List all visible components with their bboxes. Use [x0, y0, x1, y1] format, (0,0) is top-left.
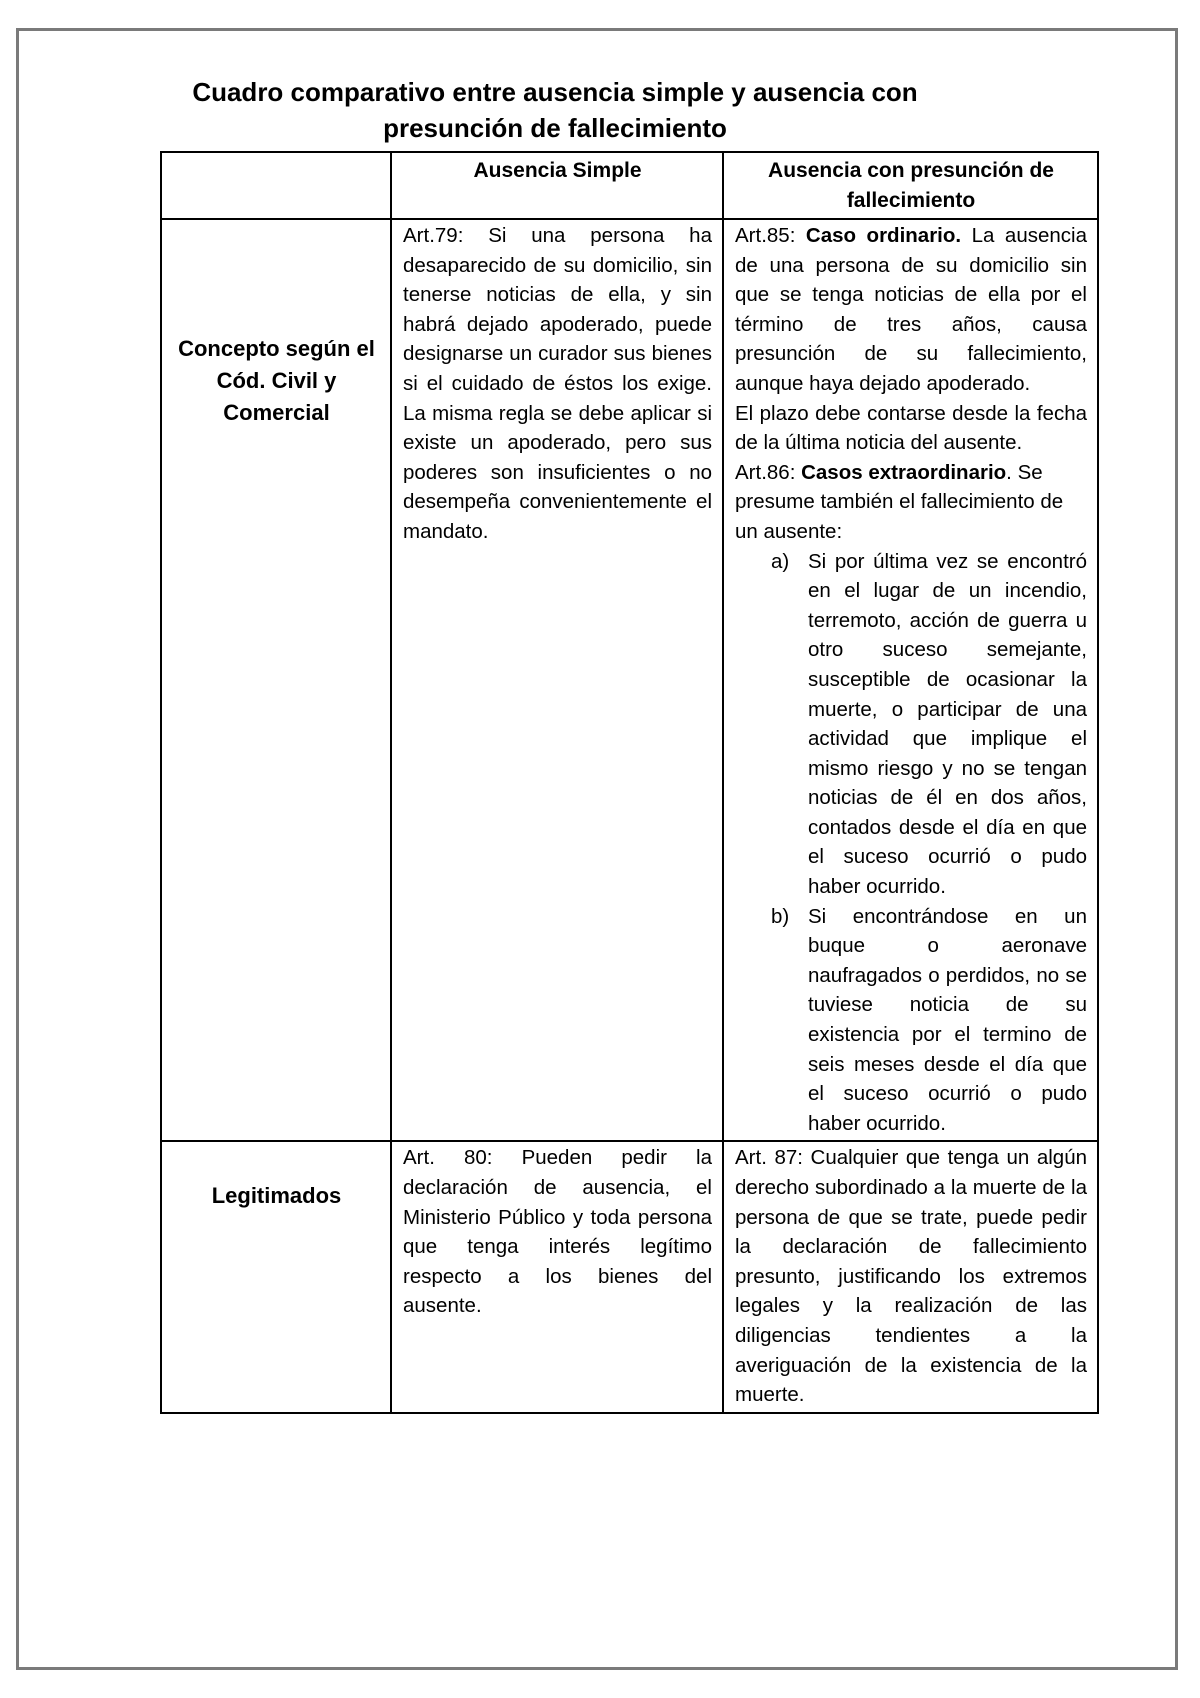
art87-text: Art. 87: Cualquier que tenga un algún derecho subordinado a la muerte de la persona de que se trate, puede pedir la declaración de fallecimiento presunto, justificando los extremos legales y la realización de las diligencias tendientes a la averiguación de la existencia de la muerte.: [735, 1146, 1087, 1407]
header-row: [161, 152, 1098, 219]
art85-text: La ausencia de una persona de su domicilio sin que se tenga noticias de ella por el término de tres años, causa presunción de su fallecimiento, aunque haya dejado apoderado.: [735, 224, 1087, 395]
art86-heading: Casos extraordinario: [801, 460, 1007, 484]
list-marker: b): [771, 904, 790, 928]
table-row-legitimados: [161, 1141, 1098, 1412]
list-item-text: Si por última vez se encontró en el lugar de un incendio, terremoto, acción de guerra u otro suceso semejante, susceptible de ocasionar la muerte, o participar de una actividad que implique el mismo riesgo y no se tengan noticias de él en dos años, contados desde el día en que el suceso ocurrió o pudo haber ocurrido.: [808, 549, 1087, 899]
art85-paragraph: [735, 221, 1087, 399]
art86-list: [735, 547, 1087, 1139]
title-line-2: presunción de fallecimiento: [383, 113, 727, 143]
table-row-concepto: [161, 219, 1098, 1141]
list-item: [771, 902, 1087, 1139]
art79-text: Art.79: Si una persona ha desaparecido de su domicilio, sin tenerse noticias de ella, y sin habrá dejado apoderado, puede designarse un curador sus bienes si el cuidado de éstos los exige. La misma regla se debe aplicar si existe un apoderado, pero sus poderes son insuficientes o no desempeña convenientemente el mandato.: [403, 224, 712, 543]
document-title: [0, 74, 1110, 146]
title-line-1: Cuadro comparativo entre ausencia simple y ausencia con: [192, 77, 918, 107]
list-marker: a): [771, 549, 790, 573]
cell-legitimados-presuncion: [723, 1141, 1098, 1412]
cell-concepto-presuncion: [723, 219, 1098, 1141]
comparison-table: [160, 151, 1099, 1414]
cell-legitimados-simple: [391, 1141, 723, 1412]
row-label-concepto: Concepto según el Cód. Civil y Comercial: [161, 219, 391, 1141]
row-label-legitimados: Legitimados: [161, 1141, 391, 1412]
plazo-paragraph: El plazo debe contarse desde la fecha de la última noticia del ausente.: [735, 401, 1087, 455]
cell-concepto-simple: [391, 219, 723, 1141]
header-ausencia-presuncion: Ausencia con presunción de fallecimiento: [723, 152, 1098, 219]
list-item-text: Si encontrándose en un buque o aeronave naufragados o perdidos, no se tuviese noticia de su existencia por el termino de seis meses desde el día que el suceso ocurrió o pudo haber ocurrido.: [808, 904, 1087, 1135]
header-ausencia-simple: Ausencia Simple: [391, 152, 723, 219]
art86-paragraph: [735, 458, 1087, 547]
art80-text: Art. 80: Pueden pedir la declaración de ausencia, el Ministerio Público y toda persona que tenga interés legítimo respecto a los bienes del ausente.: [403, 1146, 712, 1318]
art86-text: . Se presume también el fallecimiento de un ausente:: [735, 460, 1064, 543]
art85-heading: Caso ordinario.: [805, 224, 962, 247]
header-empty-cell: [161, 152, 391, 219]
art85-prefix: Art.85:: [735, 224, 806, 247]
list-item: [771, 547, 1087, 902]
art86-prefix: Art.86:: [735, 460, 802, 484]
